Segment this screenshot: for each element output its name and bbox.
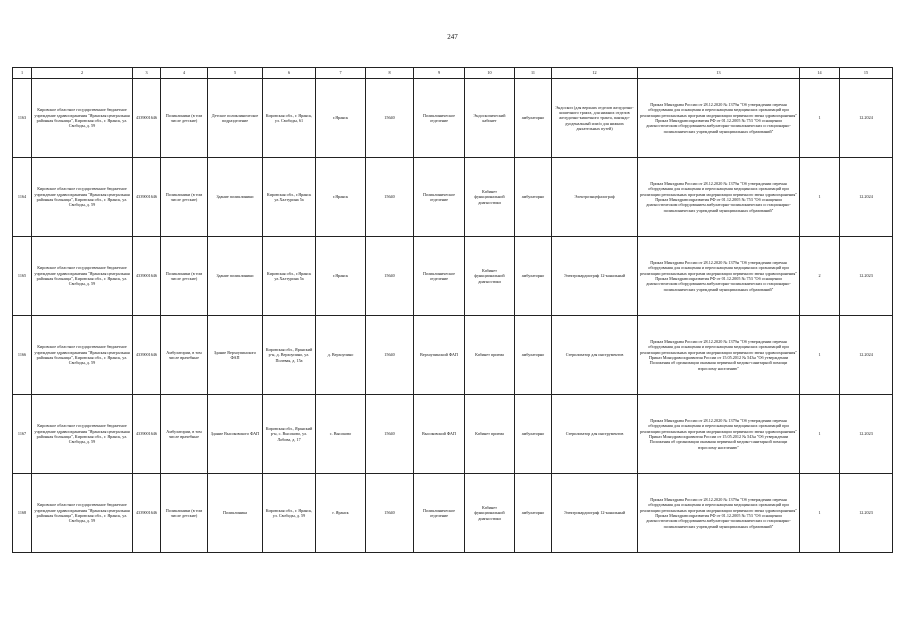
- row-number: 1164: [13, 158, 32, 237]
- quantity-cell: 1: [800, 395, 840, 474]
- locality-cell: с. Высоково: [316, 395, 366, 474]
- inn-cell: 4339001646: [133, 158, 161, 237]
- address-cell: Кировская обл., Яранский р-н, с. Высоково, ул. Лобова, д. 17: [263, 395, 316, 474]
- column-header: 2: [32, 68, 133, 79]
- column-header: 13: [638, 68, 800, 79]
- inn-cell: 4339001646: [133, 474, 161, 553]
- room-cell: Кабинет приема: [465, 395, 515, 474]
- room-cell: Кабинет функциональной диагностики: [465, 237, 515, 316]
- mode-cell: амбулаторно: [515, 474, 552, 553]
- code-cell: 15640: [366, 316, 414, 395]
- date-cell: 12.2023: [840, 474, 893, 553]
- code-cell: 15640: [366, 158, 414, 237]
- facility-type-cell: Поликлиники (в том числе детские): [161, 474, 208, 553]
- table-row: [13, 237, 893, 316]
- column-header: 10: [465, 68, 515, 79]
- column-header: 14: [800, 68, 840, 79]
- table-row: [13, 395, 893, 474]
- inn-cell: 4339001646: [133, 79, 161, 158]
- equipment-cell: Эндоскоп (для верхних отделов желудочно-кишечного тракта, для нижних отделов желудочно-кишечного тракта, панэндо-дуоденальный или/и для нижних дыхательных путей): [552, 79, 638, 158]
- quantity-cell: 1: [800, 79, 840, 158]
- date-cell: 12.2023: [840, 237, 893, 316]
- facility-type-cell: Поликлиники (в том числе детские): [161, 158, 208, 237]
- quantity-cell: 2: [800, 237, 840, 316]
- address-cell: Кировская обл., г. Яранск, ул. Свободы, д. 59: [263, 474, 316, 553]
- code-cell: 15640: [366, 237, 414, 316]
- code-cell: 15640: [366, 395, 414, 474]
- building-cell: Здание поликлиники: [208, 237, 263, 316]
- equipment-cell: Электроэнцефалограф: [552, 158, 638, 237]
- organization-cell: Кировское областное государственное бюджетное учреждение здравоохранения "Яранская центральная районная больница", Кировская обл., г. Яранск, ул. Свободы, д. 59: [32, 79, 133, 158]
- department-cell: Поликлиническое отделение: [414, 237, 465, 316]
- organization-cell: Кировское областное государственное бюджетное учреждение здравоохранения "Яранская центральная районная больница", Кировская обл., г. Яранск, ул. Свободы, д. 59: [32, 316, 133, 395]
- quantity-cell: 1: [800, 316, 840, 395]
- inn-cell: 4339001646: [133, 395, 161, 474]
- building-cell: Детское поликлиническое подразделение: [208, 79, 263, 158]
- room-cell: Кабинет функциональной диагностики: [465, 474, 515, 553]
- organization-cell: Кировское областное государственное бюджетное учреждение здравоохранения "Яранская центральная районная больница", Кировская обл., г. Яранск, ул. Свободы, д. 59: [32, 158, 133, 237]
- inn-cell: 4339001646: [133, 237, 161, 316]
- facility-type-cell: Поликлиники (в том числе детские): [161, 237, 208, 316]
- address-cell: Кировская обл., Яранский р-н, д. Верхоупино, ул. Полевая, д. 15а: [263, 316, 316, 395]
- code-cell: 15640: [366, 79, 414, 158]
- orders-cell: Приказ Минздрава России от 28.12.2020 № 1379н "Об утверждении перечня оборудования для оснащения и переоснащения медицинских организаций при реализации региональных программ модернизации первичного звена здравоохранения" Приказ Минздравсоцразвития России от 15.05.2012 № 543н "Об утверждении Положения об организации оказания первичной медико-санитарной помощи взрослому населению": [638, 316, 800, 395]
- department-cell: Поликлиническое отделение: [414, 474, 465, 553]
- orders-cell: Приказ Минздрава России от 28.12.2020 № 1379н "Об утверждении перечня оборудования для оснащения и переоснащения медицинских организаций при реализации региональных программ модернизации первичного звена здравоохранения" Приказ Минздравсоцразвития РФ от 01.12.2005 № 753 "Об оснащении диагностическим оборудованием амбулаторно-поликлинических и стационарно-поликлинических учреждений муниципальных образований": [638, 158, 800, 237]
- room-cell: Эндоскопический кабинет: [465, 79, 515, 158]
- building-cell: Здание Верхоупинского ФАП: [208, 316, 263, 395]
- equipment-cell: Стерилизатор для инструментов: [552, 316, 638, 395]
- column-header: 3: [133, 68, 161, 79]
- column-header: 11: [515, 68, 552, 79]
- building-cell: Поликлиника: [208, 474, 263, 553]
- room-cell: Кабинет приема: [465, 316, 515, 395]
- building-cell: Здание поликлиники: [208, 158, 263, 237]
- date-cell: 12.2024: [840, 158, 893, 237]
- room-cell: Кабинет функциональной диагностики: [465, 158, 515, 237]
- orders-cell: Приказ Минздрава России от 28.12.2020 № 1379н "Об утверждении перечня оборудования для оснащения и переоснащения медицинских организаций при реализации региональных программ модернизации первичного звена здравоохранения" Приказ Минздравсоцразвития РФ от 01.12.2005 № 753 "Об оснащении диагностическим оборудованием амбулаторно-поликлинических и стационарно-поликлинических учреждений муниципальных образований": [638, 237, 800, 316]
- equipment-cell: Электрокардиограф 12-канальный: [552, 237, 638, 316]
- column-header: 5: [208, 68, 263, 79]
- facility-type-cell: Амбулатории, в том числе врачебные: [161, 316, 208, 395]
- organization-cell: Кировское областное государственное бюджетное учреждение здравоохранения "Яранская центральная районная больница", Кировская обл., г. Яранск, ул. Свободы, д. 59: [32, 395, 133, 474]
- mode-cell: амбулаторно: [515, 237, 552, 316]
- table-row: [13, 474, 893, 553]
- date-cell: 12.2023: [840, 395, 893, 474]
- column-header: 12: [552, 68, 638, 79]
- equipment-cell: Электрокардиограф 12-канальный: [552, 474, 638, 553]
- facility-type-cell: Поликлиники (в том числе детские): [161, 79, 208, 158]
- row-number: 1167: [13, 395, 32, 474]
- quantity-cell: 1: [800, 474, 840, 553]
- address-cell: Кировская обл., г.Яранск ул.Халтурина 5а: [263, 237, 316, 316]
- locality-cell: г. Яранск: [316, 474, 366, 553]
- mode-cell: амбулаторно: [515, 395, 552, 474]
- code-cell: 15640: [366, 474, 414, 553]
- table-row: [13, 158, 893, 237]
- equipment-cell: Стерилизатор для инструментов: [552, 395, 638, 474]
- row-number: 1165: [13, 237, 32, 316]
- table-row: [13, 316, 893, 395]
- column-header: 8: [366, 68, 414, 79]
- mode-cell: амбулаторно: [515, 316, 552, 395]
- row-number: 1168: [13, 474, 32, 553]
- column-header: 4: [161, 68, 208, 79]
- facility-type-cell: Амбулатории, в том числе врачебные: [161, 395, 208, 474]
- column-header: 1: [13, 68, 32, 79]
- column-header: 9: [414, 68, 465, 79]
- department-cell: Поликлиническое отделение: [414, 79, 465, 158]
- column-header: 6: [263, 68, 316, 79]
- equipment-table: [12, 67, 893, 553]
- inn-cell: 4339001646: [133, 316, 161, 395]
- date-cell: 12.2024: [840, 316, 893, 395]
- row-number: 1163: [13, 79, 32, 158]
- mode-cell: амбулаторно: [515, 79, 552, 158]
- orders-cell: Приказ Минздрава России от 28.12.2020 № 1379н "Об утверждении перечня оборудования для оснащения и переоснащения медицинских организаций при реализации региональных программ модернизации первичного звена здравоохранения" Приказ Минздравсоцразвития России от 15.05.2012 № 543н "Об утверждении Положения об организации оказания первичной медико-санитарной помощи взрослому населению": [638, 395, 800, 474]
- mode-cell: амбулаторно: [515, 158, 552, 237]
- organization-cell: Кировское областное государственное бюджетное учреждение здравоохранения "Яранская центральная районная больница", Кировская обл., г. Яранск, ул. Свободы, д. 59: [32, 237, 133, 316]
- table-row: [13, 79, 893, 158]
- quantity-cell: 1: [800, 158, 840, 237]
- column-header: 7: [316, 68, 366, 79]
- building-cell: Здание Высоковского ФАП: [208, 395, 263, 474]
- orders-cell: Приказ Минздрава России от 28.12.2020 № 1379н "Об утверждении перечня оборудования для оснащения и переоснащения медицинских организаций при реализации региональных программ модернизации первичного звена здравоохранения" Приказ Минздравсоцразвития РФ от 01.12.2005 № 753 "Об оснащении диагностическим оборудованием амбулаторно-поликлинических и стационарно-поликлинических учреждений муниципальных образований": [638, 79, 800, 158]
- department-cell: Высоковский ФАП: [414, 395, 465, 474]
- department-cell: Поликлиническое отделение: [414, 158, 465, 237]
- address-cell: Кировская обл., г. Яранск, ул. Свободы, 61: [263, 79, 316, 158]
- locality-cell: г.Яранск: [316, 158, 366, 237]
- date-cell: 12.2024: [840, 79, 893, 158]
- page-number: 247: [447, 33, 458, 41]
- column-header: 15: [840, 68, 893, 79]
- address-cell: Кировская обл., г.Яранск ул.Халтурина 5а: [263, 158, 316, 237]
- row-number: 1166: [13, 316, 32, 395]
- orders-cell: Приказ Минздрава России от 28.12.2020 № 1379н "Об утверждении перечня оборудования для оснащения и переоснащения медицинских организаций при реализации региональных программ модернизации первичного звена здравоохранения" Приказ Минздравсоцразвития РФ от 01.12.2005 № 753 "Об оснащении диагностическим оборудованием амбулаторно-поликлинических и стационарно-поликлинических учреждений муниципальных образований": [638, 474, 800, 553]
- locality-cell: г.Яранск: [316, 237, 366, 316]
- locality-cell: д. Верхоупино: [316, 316, 366, 395]
- locality-cell: г.Яранск: [316, 79, 366, 158]
- organization-cell: Кировское областное государственное бюджетное учреждение здравоохранения "Яранская центральная районная больница", Кировская обл., г. Яранск, ул. Свободы, д. 59: [32, 474, 133, 553]
- header-row: [13, 68, 893, 79]
- department-cell: Верхоупинский ФАП: [414, 316, 465, 395]
